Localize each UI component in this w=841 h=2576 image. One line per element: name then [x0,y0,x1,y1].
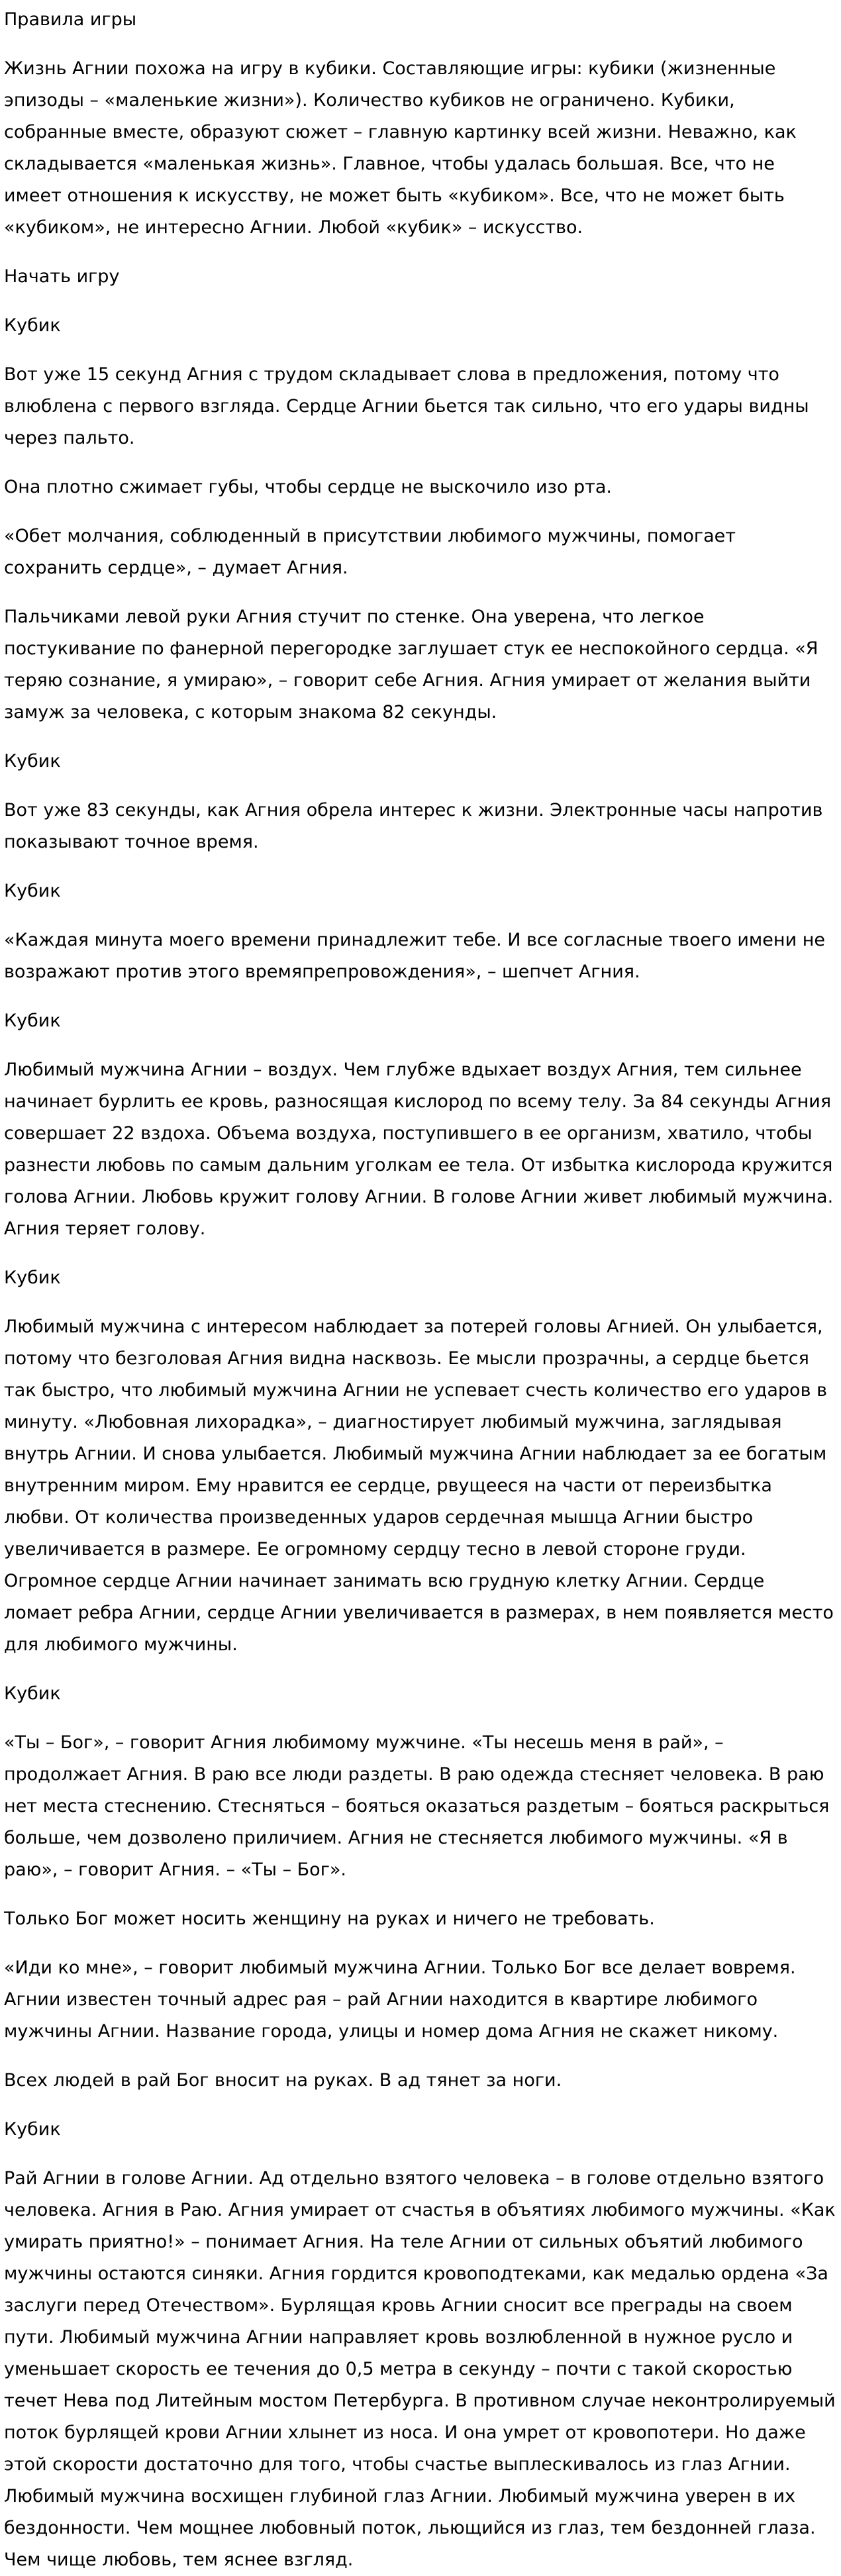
paragraph: Всех людей в рай Бог вносит на руках. В ад тянет за ноги. [4,2070,562,2091]
paragraph: «Ты – Бог», – говорит Агния любимому мужчине. «Ты несешь меня в рай», – продолжает Агния. В раю все люди раздеты. В раю одежда стесняет человека. В раю нет места стеснению. Стесняться – бояться оказаться раздетым – бояться раскрыться больше, чем дозволено приличием. Агния не стесняется любимого мужчины. «Я в раю», – говорит Агния. – «Ты – Бог». [4,1732,830,1880]
cube-heading: Кубик [4,1267,61,1288]
cube-heading: Кубик [4,1011,61,1031]
paragraph: «Иди ко мне», – говорит любимый мужчина Агнии. Только Бог все делает вовремя. Агнии известен точный адрес рая – рай Агнии находится в квартире любимого мужчины Агнии. Название города, улицы и номер дома Агния не скажет никому. [4,1957,796,2042]
paragraph: Любимый мужчина с интересом наблюдает за потерей головы Агнией. Он улыбается, потому что безголовая Агния видна насквозь. Ее мысли прозрачны, а сердце бьется так быстро, что любимый мужчина Агнии не успевает счесть количество его ударов в минуту. «Любовная лихорадка», – диагностирует любимый мужчина, заглядывая внутрь Агнии. И снова улыбается. Любимый мужчина Агнии наблюдает за ее богатым внутренним миром. Ему нравится ее сердце, рвущееся на части от переизбытка любви. От количества произведенных ударов сердечная мышца Агнии быстро увеличивается в размере. Ее огромному сердцу тесно в левой стороне груди. Огромное сердце Агнии начинает занимать всю грудную клетку Агнии. Сердце ломает ребра Агнии, сердце Агнии увеличивается в размерах, в нем появляется место для любимого мужчины. [4,1316,834,1655]
paragraph: Вот уже 83 секунды, как Агния обрела интерес к жизни. Электронные часы напротив показывают точное время. [4,800,823,852]
paragraph: Только Бог может носить женщину на руках и ничего не требовать. [4,1908,655,1929]
cube-heading: Кубик [4,2119,61,2140]
cube-heading: Кубик [4,751,61,771]
cube-heading: Кубик [4,315,61,336]
paragraph: Вот уже 15 секунд Агния с трудом складывает слова в предложения, потому что влюблена с первого взгляда. Сердце Агнии бьется так сильно, что его удары видны через пальто. [4,364,809,448]
paragraph: «Обет молчания, соблюденный в присутствии любимого мужчины, помогает сохранить сердце», – думает Агния. [4,526,736,578]
cube-heading: Кубик [4,881,61,901]
paragraph: Пальчиками левой руки Агния стучит по стенке. Она уверена, что легкое постукивание по фанерной перегородке заглушает стук ее неспокойного сердца. «Я теряю сознание, я умираю», – говорит себе Агния. Агния умирает от желания выйти замуж за человека, с которым знакома 82 секунды. [4,607,818,722]
cube-heading: Кубик [4,1683,61,1704]
paragraph-intro: Жизнь Агнии похожа на игру в кубики. Составляющие игры: кубики (жизненные эпизоды – «маленькие жизни»). Количество кубиков не ограничено. Кубики, собранные вместе, образуют сюжет – главную картинку всей жизни. Неважно, как складывается «маленькая жизнь». Главное, чтобы удалась большая. Все, что не имеет отношения к искусству, не может быть «кубиком». Все, что не может быть «кубиком», не интересно Агнии. Любой «кубик» – искусство. [4,58,797,238]
paragraph: Любимый мужчина Агнии – воздух. Чем глубже вдыхает воздух Агния, тем сильнее начинает бурлить ее кровь, разносящая кислород по всему телу. За 84 секунды Агния совершает 22 вздоха. Объема воздуха, поступившего в ее организм, хватило, чтобы разнести любовь по самым дальним уголкам ее тела. От избытка кислорода кружится голова Агнии. Любовь кружит голову Агнии. В голове Агнии живет любимый мужчина. Агния теряет голову. [4,1060,834,1239]
paragraph: Рай Агнии в голове Агнии. Ад отдельно взятого человека – в голове отдельно взятого человека. Агния в Раю. Агния умирает от счастья в объятиях любимого мужчины. «Как умирать приятно!» – понимает Агния. На теле Агнии от сильных объятий любимого мужчины остаются синяки. Агния гордится кровоподтеками, как медалью ордена «За заслуги перед Отечеством». Бурлящая кровь Агнии сносит все преграды на своем пути. Любимый мужчина Агнии направляет кровь возлюбленной в нужное русло и уменьшает скорость ее течения до 0,5 метра в секунду – почти с такой скоростью течет Нева под Литейным мостом Петербурга. В противном случае неконтролируемый поток бурлящей крови Агнии хлынет из носа. И она умрет от кровопотери. Но даже этой скорости достаточно для того, чтобы счастье выплескивалось из глаз Агнии. Любимый мужчина восхищен глубиной глаз Агнии. Любимый мужчина уверен в их бездонности. Чем мощнее любовный поток, льющийся из глаз, тем бездонней глаза. Чем чище любовь, тем яснее взгляд. [4,2168,836,2570]
section-title-start-game: Начать игру [4,266,120,287]
paragraph: «Каждая минута моего времени принадлежит тебе. И все согласные твоего имени не возражают против этого времяпрепровождения», – шепчет Агния. [4,930,825,982]
section-title-rules: Правила игры [4,9,137,30]
paragraph: Она плотно сжимает губы, чтобы сердце не выскочило изо рта. [4,477,612,497]
